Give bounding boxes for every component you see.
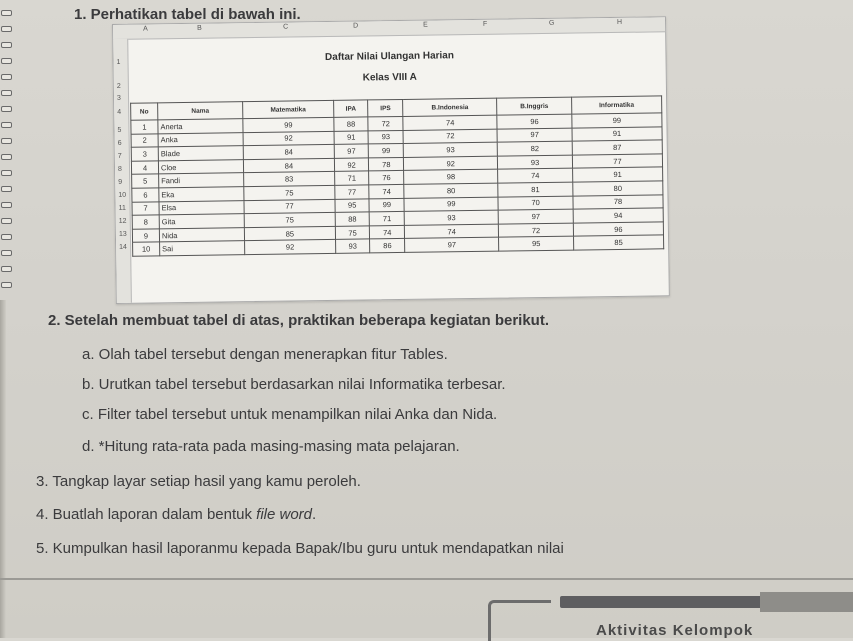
- cell: 91: [572, 167, 662, 182]
- cell: 87: [572, 140, 662, 155]
- cell: 99: [369, 144, 404, 158]
- cell: Nida: [159, 227, 244, 242]
- cell: 2: [131, 133, 158, 147]
- cell: 78: [573, 194, 663, 209]
- col-header: F: [482, 20, 488, 28]
- cell: 84: [243, 145, 334, 160]
- cell: 77: [572, 154, 662, 169]
- divider-line: [0, 578, 853, 580]
- row-header: 6: [117, 139, 122, 147]
- cell: Blade: [158, 146, 243, 161]
- cell: 72: [368, 116, 403, 130]
- cell: 94: [573, 208, 663, 223]
- row-header: 9: [118, 178, 123, 186]
- cell: 70: [498, 196, 573, 211]
- row-header: 4: [117, 108, 122, 116]
- cell: 97: [497, 128, 572, 143]
- cell: Gita: [159, 214, 244, 229]
- cell: Anerta: [158, 119, 243, 134]
- th-informatika: Informatika: [571, 96, 661, 114]
- row-header: 3: [116, 94, 121, 102]
- cell: 85: [244, 226, 335, 241]
- cell: 71: [334, 171, 369, 185]
- row-header: 5: [117, 126, 122, 134]
- cell: 92: [245, 240, 336, 255]
- row-header: 13: [118, 230, 127, 238]
- sub-item-c: c. Filter tabel tersebut untuk menampilkan nilai Anka dan Nida.: [82, 406, 498, 423]
- row-header: 10: [118, 191, 127, 199]
- cell: 95: [335, 198, 370, 212]
- sub-item-a: a. Olah tabel tersebut dengan menerapkan fitur Tables.: [82, 346, 448, 363]
- cell: Anka: [158, 132, 243, 147]
- cell: 95: [499, 236, 574, 251]
- cell: 78: [369, 157, 404, 171]
- cell: 93: [498, 155, 573, 170]
- page-edge: [0, 300, 6, 638]
- cell: 75: [244, 185, 335, 200]
- cell: 4: [131, 161, 158, 175]
- cell: 8: [132, 215, 159, 229]
- cell: 74: [369, 184, 404, 198]
- cell: Fandi: [159, 173, 244, 188]
- col-header: E: [422, 21, 428, 29]
- cell: Elsa: [159, 200, 244, 215]
- cell: 74: [403, 115, 497, 130]
- cell: Cloe: [158, 159, 243, 174]
- cell: 92: [404, 156, 498, 171]
- cell: 81: [498, 182, 573, 197]
- cell: Eka: [159, 187, 244, 202]
- cell: 80: [573, 181, 663, 196]
- cell: 76: [369, 171, 404, 185]
- cell: 10: [133, 242, 160, 256]
- question-4-suffix: .: [312, 506, 317, 523]
- th-ipa: IPA: [333, 100, 368, 117]
- question-1: 1. Perhatikan tabel di bawah ini.: [74, 6, 301, 23]
- cell: 97: [498, 209, 573, 224]
- sub-item-b: b. Urutkan tabel tersebut berdasarkan nilai Informatika terbesar.: [82, 376, 506, 393]
- cell: 77: [335, 185, 370, 199]
- cell: 96: [573, 222, 663, 237]
- cell: 74: [405, 224, 499, 239]
- cell: 99: [369, 198, 404, 212]
- cell: 80: [404, 183, 498, 198]
- cell: 97: [334, 144, 369, 158]
- cell: 93: [404, 210, 498, 225]
- footer-block: [760, 592, 853, 612]
- cell: 99: [404, 197, 498, 212]
- row-header: 8: [117, 165, 122, 173]
- cell: 83: [244, 172, 335, 187]
- cell: 74: [370, 225, 405, 239]
- cell: 92: [243, 131, 334, 146]
- th-ips: IPS: [368, 99, 403, 116]
- activity-icon: [488, 600, 551, 641]
- cell: 77: [244, 199, 335, 214]
- table-subtitle: Kelas VIII A: [362, 71, 417, 84]
- table-title: Daftar Nilai Ulangan Harian: [324, 50, 455, 64]
- col-header: C: [283, 23, 289, 31]
- cell: 75: [335, 226, 370, 240]
- row-header: 14: [119, 243, 127, 251]
- spreadsheet-image: [112, 16, 670, 304]
- cell: 74: [498, 168, 573, 183]
- question-4: [36, 506, 316, 523]
- cell: 92: [334, 158, 369, 172]
- question-5: 5. Kumpulkan hasil laporanmu kepada Bapak/Ibu guru untuk mendapatkan nilai: [36, 540, 564, 557]
- cell: 71: [370, 212, 405, 226]
- th-binggris: B.Inggris: [497, 97, 572, 115]
- cell: 85: [573, 235, 663, 250]
- cell: 86: [370, 239, 405, 253]
- col-header: A: [143, 25, 148, 33]
- cell: 7: [132, 201, 159, 215]
- cell: Sai: [160, 241, 245, 256]
- cell: 72: [499, 223, 574, 238]
- th-no: No: [131, 103, 158, 120]
- row-header: 7: [117, 152, 122, 160]
- grades-table: [130, 95, 664, 256]
- cell: 82: [497, 141, 572, 156]
- row-header: 2: [116, 82, 121, 90]
- row-header: 1: [116, 58, 121, 66]
- question-3: 3. Tangkap layar setiap hasil yang kamu peroleh.: [36, 473, 361, 490]
- cell: 6: [132, 188, 159, 202]
- cell: 72: [403, 129, 497, 144]
- question-4-italic: file word: [256, 506, 313, 523]
- th-bindonesia: B.Indonesia: [403, 98, 497, 116]
- cell: 99: [243, 117, 334, 132]
- cell: 93: [368, 130, 403, 144]
- cell: 99: [572, 113, 662, 128]
- question-4-prefix: 4. Buatlah laporan dalam bentuk: [36, 506, 257, 523]
- cell: 96: [497, 114, 572, 129]
- cell: 97: [405, 237, 499, 252]
- row-header: 11: [118, 204, 126, 212]
- cell: 1: [131, 120, 158, 134]
- cell: 5: [132, 174, 159, 188]
- sub-item-d: d. *Hitung rata-rata pada masing-masing mata pelajaran.: [82, 438, 460, 455]
- col-header: H: [616, 18, 623, 26]
- spiral-binding: [0, 0, 14, 330]
- th-matematika: Matematika: [243, 100, 334, 118]
- th-nama: Nama: [158, 102, 243, 120]
- cell: 75: [244, 213, 335, 228]
- footer-heading: Aktivitas Kelompok: [596, 622, 754, 639]
- cell: 91: [572, 126, 662, 141]
- col-header: G: [548, 19, 555, 27]
- cell: 88: [334, 117, 369, 131]
- question-2: 2. Setelah membuat tabel di atas, praktikan beberapa kegiatan berikut.: [48, 312, 550, 329]
- cell: 93: [403, 142, 497, 157]
- cell: 3: [131, 147, 158, 161]
- cell: 91: [334, 131, 369, 145]
- cell: 98: [404, 170, 498, 185]
- col-header: B: [197, 24, 202, 32]
- cell: 88: [335, 212, 370, 226]
- cell: 93: [335, 239, 370, 253]
- cell: 9: [132, 229, 159, 243]
- col-header: D: [353, 22, 359, 30]
- cell: 84: [243, 158, 334, 173]
- row-header: 12: [118, 217, 127, 225]
